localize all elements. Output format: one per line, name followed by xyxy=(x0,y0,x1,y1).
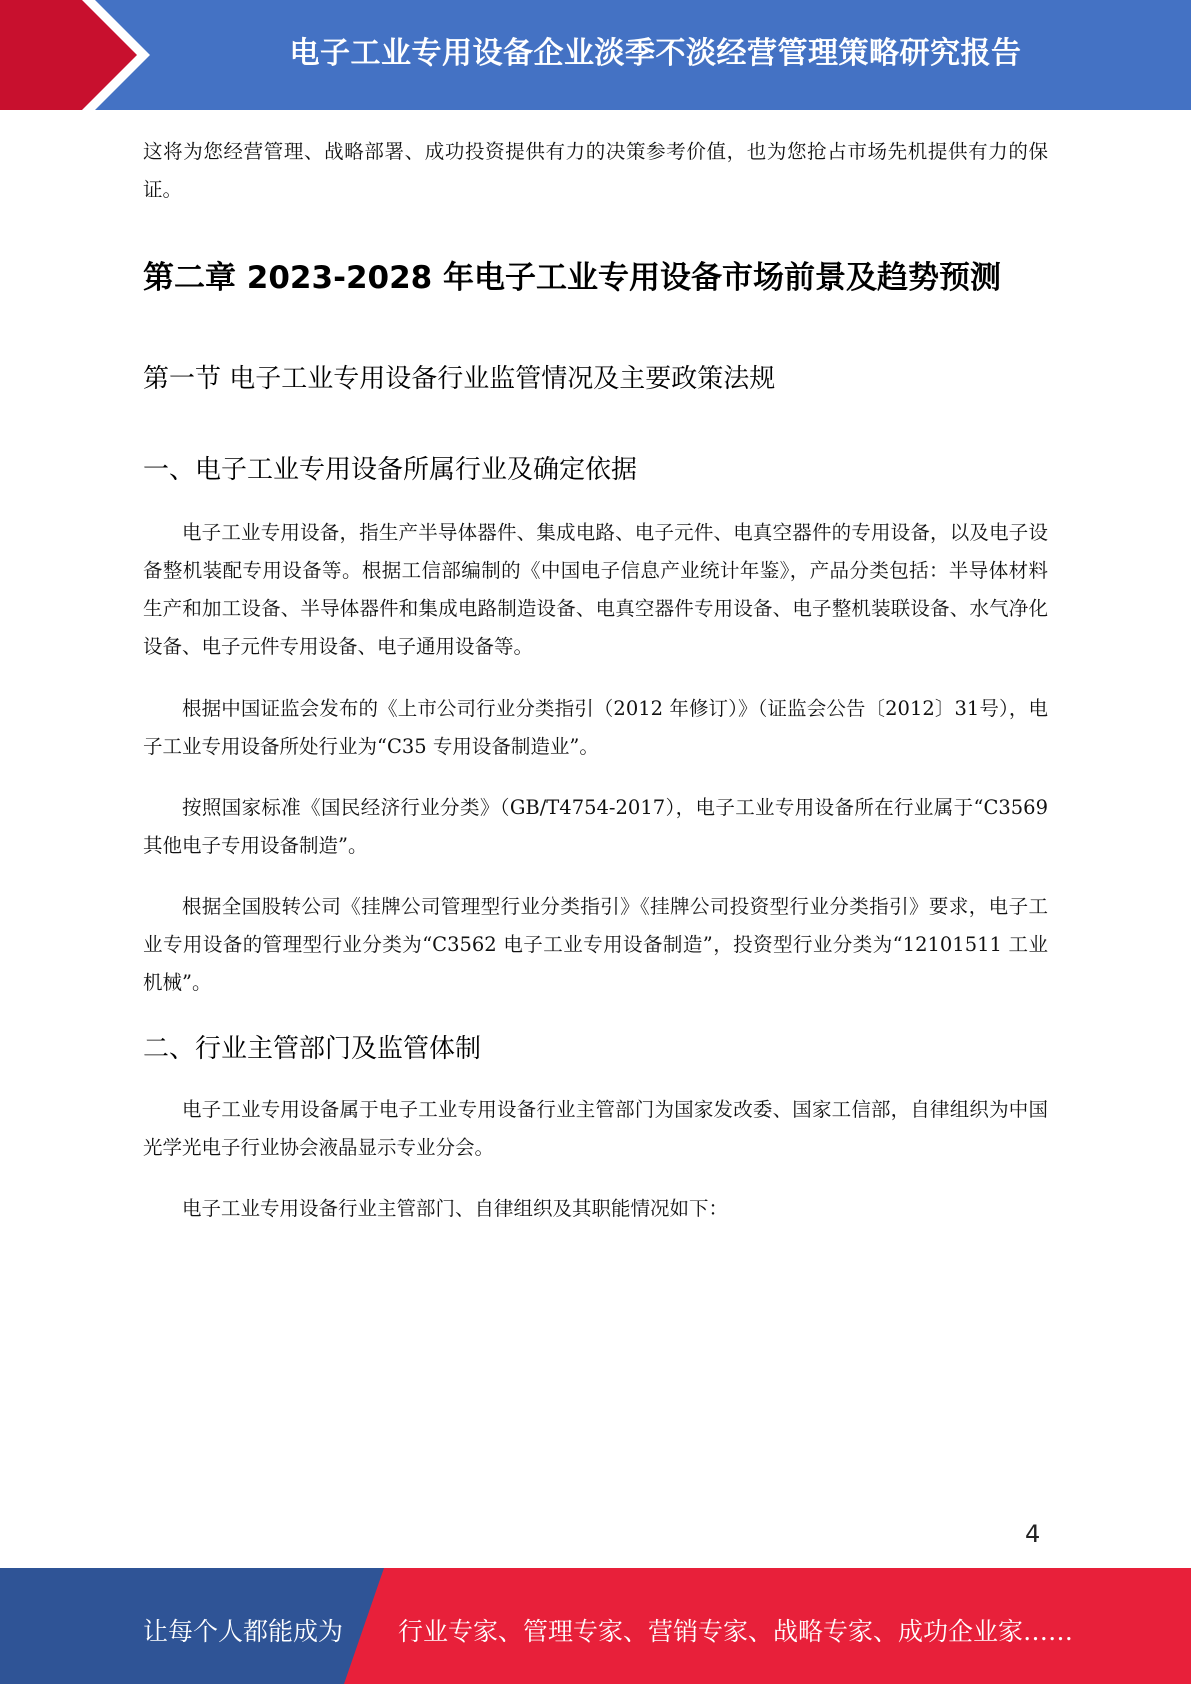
footer-left-text: 让每个人都能成为 xyxy=(143,1617,344,1646)
part2-paragraph: 电子工业专用设备属于电子工业专用设备行业主管部门为国家发改委、国家工信部，自律组织为中国光学光电子行业协会液晶显示专业分会。 xyxy=(143,1098,1048,1159)
page-number: 4 xyxy=(1025,1520,1041,1548)
part1-paragraph: 电子工业专用设备，指生产半导体器件、集成电路、电子元件、电真空器件的专用设备，以及电子设备整机装配专用设备等。根据工信部编制的《中国电子信息产业统计年鉴》，产品分类包括：半导体材料生产和加工设备、半导体器件和集成电路制造设备、电真空器件专用设备、电子整机装联设备、水气净化设备、电子元件专用设备、电子通用设备等。 xyxy=(143,521,1048,658)
part1-paragraph: 根据中国证监会发布的《上市公司行业分类指引（2012 年修订）》（证监会公告〔2012〕31号），电子工业专用设备所处行业为“C35 专用设备制造业”。 xyxy=(143,697,1048,758)
part2-para-2-block xyxy=(143,1190,1048,1228)
header-banner xyxy=(0,0,1191,110)
part2-title: 二、行业主管部门及监管体制 xyxy=(143,1034,482,1064)
part1-para-2-block xyxy=(143,690,1048,766)
intro-block xyxy=(143,133,1048,209)
chapter-title: 第二章 2023-2028 年电子工业专用设备市场前景及趋势预测 xyxy=(143,260,1002,296)
part2-para-1-block xyxy=(143,1091,1048,1167)
part1-para-3-block xyxy=(143,789,1048,865)
part1-paragraph: 根据全国股转公司《挂牌公司管理型行业分类指引》《挂牌公司投资型行业分类指引》要求，电子工业专用设备的管理型行业分类为“C3562 电子工业专用设备制造”，投资型行业分类为“12101511 工业机械”。 xyxy=(143,895,1048,994)
intro-paragraph: 这将为您经营管理、战略部署、成功投资提供有力的决策参考价值，也为您抢占市场先机提供有力的保证。 xyxy=(143,140,1048,201)
part1-title: 一、电子工业专用设备所属行业及确定依据 xyxy=(143,455,638,485)
section-title: 第一节 电子工业专用设备行业监管情况及主要政策法规 xyxy=(143,364,776,394)
part1-paragraph: 按照国家标准《国民经济行业分类》（GB/T4754-2017），电子工业专用设备所在行业属于“C3569 其他电子专用设备制造”。 xyxy=(143,796,1048,857)
footer-right-text: 行业专家、管理专家、营销专家、战略专家、成功企业家…… xyxy=(398,1617,1074,1646)
part2-paragraph: 电子工业专用设备行业主管部门、自律组织及其职能情况如下： xyxy=(182,1197,729,1220)
footer-banner xyxy=(0,1568,1191,1684)
part1-para-4-block xyxy=(143,888,1048,1002)
header-title: 电子工业专用设备企业淡季不淡经营管理策略研究报告 xyxy=(289,36,1022,71)
part1-para-1-block xyxy=(143,514,1048,666)
